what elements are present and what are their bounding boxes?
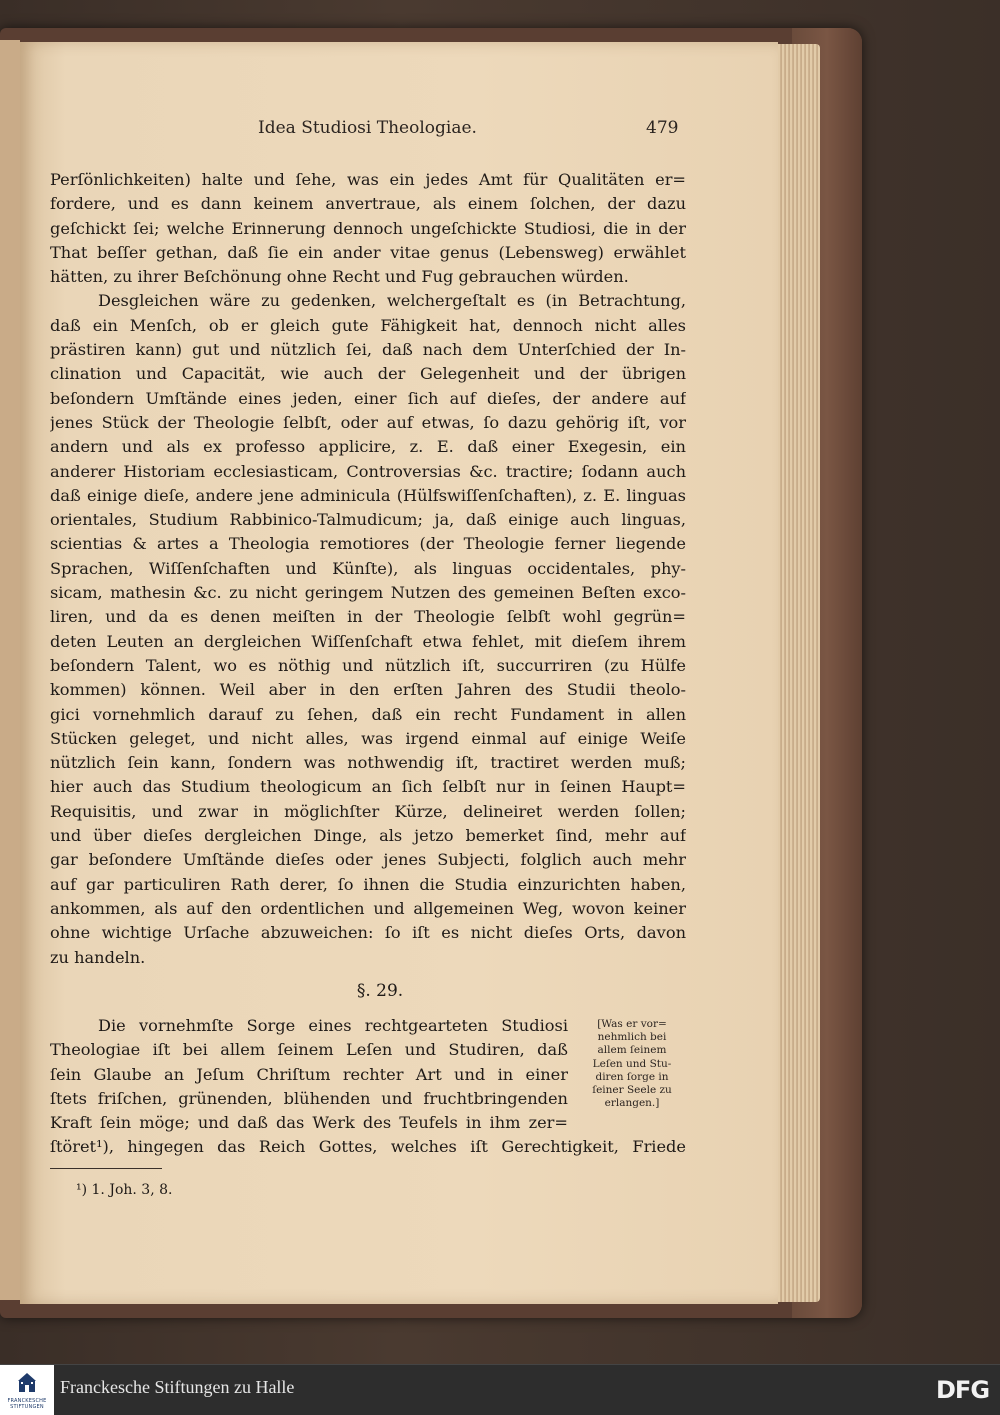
text-line: ſein Glaube an Jeſum Chriſtum rechter Art und in einer (50, 1064, 568, 1084)
text-line: daß ein Menſch, ob er gleich gute Fähigkeit hat, dennoch nicht alles (50, 315, 686, 335)
section-heading: §. 29. (356, 981, 404, 1001)
viewer-footer (0, 1364, 1000, 1415)
footnote: ¹) 1. Joh. 3, 8. (76, 1182, 173, 1198)
margin-note-line: ſeiner Seele zu (592, 1084, 672, 1097)
text-line: ankommen, als auf den ordentlichen und allgemeinen Weg, wovon keiner (50, 898, 686, 918)
text-line: fordere, und es dann keinem anvertraue, als einem ſolchen, der dazu (50, 194, 686, 214)
text-line: auf gar particuliren Rath derer, ſo ihnen die Studia einzurichten haben, (50, 874, 686, 894)
text-line: That beſſer gethan, daß ſie ein ander vitae genus (Lebensweg) erwählet (50, 242, 686, 262)
text-line: Sprachen, Wiſſenſchaften und Künſte), als linguas occidentales, phy- (50, 558, 686, 578)
text-line: Theologiae iſt bei allem ſeinem Leſen und Studiren, daß (50, 1040, 568, 1060)
text-line: anderer Historiam ecclesiasticam, Controversias &c. tractire; ſodann auch (50, 461, 686, 481)
margin-note (578, 1018, 686, 1110)
margin-note-line: erlangen.] (604, 1097, 660, 1110)
text-line: Desgleichen wäre zu gedenken, welchergeſtalt es (in Betrachtung, (98, 291, 686, 311)
institution-logo[interactable] (0, 1365, 54, 1415)
text-line: liren, und da es denen meiſten in der Theologie ſelbſt wohl gegrün= (50, 607, 686, 627)
margin-note-line: diren ſorge in (595, 1070, 669, 1083)
text-line: hier auch das Studium theologicum an ſich ſelbſt nur in ſeinen Haupt= (50, 777, 686, 797)
text-line: nützlich ſein kann, ſondern was nothwendig iſt, tractiret werden muß; (50, 753, 686, 773)
margin-note-line: [Was er vor= (597, 1018, 667, 1030)
text-line: zu handeln. (50, 947, 146, 967)
text-line: andern und als ex professo applicire, z. E. daß einer Exegesin, ein (50, 437, 686, 457)
text-line: Die vornehmſte Sorge eines rechtgearteten Studiosi (98, 1016, 568, 1035)
text-line: prästiren kann) gut und nützlich ſei, daß nach dem Unterſchied der In- (50, 340, 686, 360)
dfg-logo-icon[interactable] (936, 1375, 992, 1403)
margin-note-line: Leſen und Stu- (592, 1057, 672, 1070)
text-line: geſchickt ſei; welche Erinnerung dennoch ungeſchickte Studiosi, die in der (50, 218, 686, 238)
text-line: Stücken geleget, und nicht alles, was irgend einmal auf einige Weiſe (50, 728, 686, 748)
text-line: Perſönlichkeiten) halte und ſehe, was ein jedes Amt für Qualitäten er= (50, 170, 686, 189)
body-text (50, 168, 686, 970)
footnote-divider (50, 1168, 162, 1169)
text-line: Requisitis, und zwar in möglichſter Kürze, delineiret werden ſollen; (50, 801, 686, 821)
text-line: scientias & artes a Theologia remotiores (der Theologie ferner liegende (50, 534, 686, 554)
text-line: deten Leuten an dergleichen Wiſſenſchaft etwa fehlet, mit dieſem ihrem (50, 631, 686, 651)
text-line: gar beſondere Umſtände dieſes oder jenes Subjecti, folglich auch mehr (50, 850, 686, 870)
running-header: Idea Studiosi Theologiae. (258, 118, 477, 138)
text-line: Kraft ſein möge; und daß das Werk des Teufels in ihm zer= (50, 1113, 568, 1133)
page-number: 479 (646, 118, 679, 138)
text-line: hätten, zu ihrer Beſchönung ohne Recht und Fug gebrauchen würden. (50, 267, 629, 287)
text-line: ſtöret¹), hingegen das Reich Gottes, welches iſt Gerechtigkeit, Friede (50, 1137, 686, 1157)
text-line: orientales, Studium Rabbinico-Talmudicum; ja, daß einige auch linguas, (50, 510, 686, 530)
text-line: kommen) können. Weil aber in den erſten Jahren des Studii theolo- (50, 680, 686, 700)
margin-note-line: nehmlich bei (597, 1031, 667, 1044)
logo-text: FRANCKESCHE STIFTUNGEN (7, 1398, 47, 1410)
text-line: clination und Capacität, wie auch der Gelegenheit und der übrigen (50, 364, 686, 384)
text-line: sicam, mathesin &c. zu nicht geringem Nutzen des gemeinen Beſten exco- (50, 583, 686, 603)
text-line: ſtets friſchen, grünenden, blühenden und fruchtbringenden (50, 1088, 568, 1108)
left-page-edge (0, 40, 20, 1300)
text-line: beſondern Talent, wo es nöthig und nützlich iſt, succurriren (zu Hülfe (50, 655, 686, 675)
svg-text:DFG: DFG (936, 1376, 990, 1403)
institution-name[interactable]: Franckesche Stiftungen zu Halle (60, 1377, 295, 1397)
text-line: und über dieſes dergleichen Dinge, als jetzo bemerket ſind, mehr auf (50, 826, 686, 846)
text-line: ohne wichtige Urſache abzuweichen: ſo iſt es nicht dieſes Orts, davon (50, 923, 686, 943)
text-line: daß einige dieſe, andere jene adminicula (Hülfswiſſenſchaften), z. E. linguas (50, 485, 686, 505)
margin-note-line: allem ſeinem (597, 1044, 667, 1057)
orphanage-building-icon (16, 1371, 38, 1393)
text-line: jenes Stück der Theologie ſelbſt, oder auf etwas, ſo dazu gehörig iſt, vor (50, 412, 686, 432)
text-line: beſondern Umſtände eines jeden, einer ſich auf dieſes, der andere auf (50, 388, 686, 408)
text-line: gici vornehmlich darauf zu ſehen, daß ein recht Fundament in allen (50, 704, 686, 724)
